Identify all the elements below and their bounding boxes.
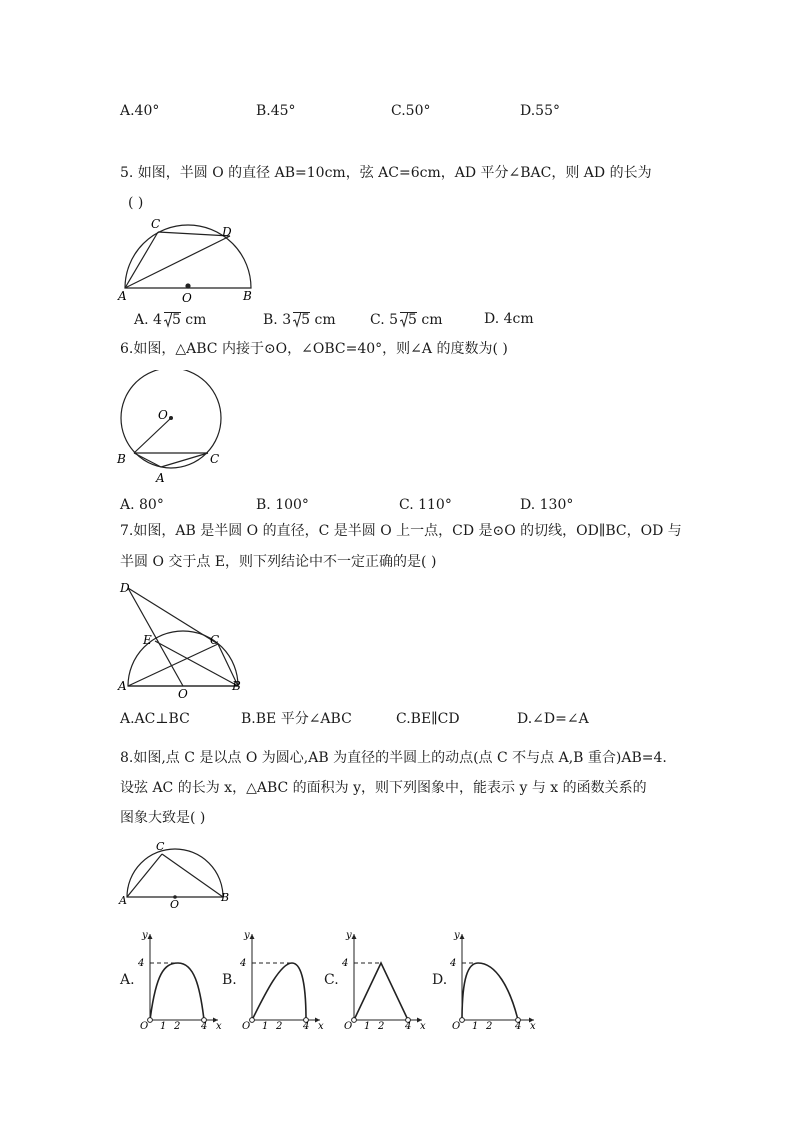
q8-graph-c [336, 926, 428, 1030]
q7-option-c: C.BE∥CD [396, 711, 460, 727]
q7-label-b: B [232, 679, 241, 693]
q6-label-c: C [210, 452, 220, 466]
svg-text:4: 4 [138, 958, 145, 969]
svg-text:O: O [140, 1021, 149, 1030]
svg-text:4: 4 [342, 958, 349, 969]
q6-label-b: B [117, 452, 126, 466]
q8-option-c-letter: C. [324, 972, 339, 988]
svg-text:1: 1 [364, 1021, 371, 1030]
q6-circle-figure [114, 370, 230, 486]
svg-text:1: 1 [472, 1021, 479, 1030]
q7-label-e: E [143, 633, 152, 647]
q7-label-o: O [178, 687, 188, 698]
q7-tangent-figure [114, 578, 250, 698]
q7-stem-line1: 7.如图，AB 是半圆 O 的直径，C 是半圆 O 上一点，CD 是⊙O 的切线，OD∥BC，OD 与 [120, 523, 682, 539]
svg-text:x: x [530, 1021, 536, 1030]
q7-label-a: A [118, 679, 127, 693]
svg-text:x: x [420, 1021, 426, 1030]
svg-text:2: 2 [486, 1021, 493, 1030]
q5-option-c: C. 5 5 cm [370, 312, 443, 328]
q8-graph-a [132, 926, 224, 1030]
q5-label-o: O [182, 291, 192, 304]
svg-text:x: x [216, 1021, 222, 1030]
q5-label-a: A [118, 289, 127, 303]
svg-text:y: y [142, 930, 148, 941]
q8-semicircle-figure [114, 838, 234, 910]
q6-option-d: D. 130° [520, 497, 574, 513]
q5-stem-line1: 5. 如图，半圆 O 的直径 AB=10cm，弦 AC=6cm，AD 平分∠BAC，则 AD 的长为 [120, 165, 652, 181]
q8-label-b: B [221, 891, 230, 904]
q4-option-a: A.40° [120, 103, 160, 119]
q5-stem-line2: ( ) [128, 195, 144, 211]
q8-label-a: A [119, 894, 127, 907]
svg-text:O: O [452, 1021, 461, 1030]
svg-text:1: 1 [160, 1021, 167, 1030]
q5-option-b: B. 3 5 cm [263, 312, 336, 328]
q8-label-c: C [156, 840, 165, 853]
svg-text:y: y [244, 930, 250, 941]
svg-text:4: 4 [515, 1021, 522, 1030]
svg-text:2: 2 [174, 1021, 181, 1030]
q5-option-a: A. 4 5 cm [134, 312, 207, 328]
q7-stem-line2: 半圆 O 交于点 E，则下列结论中不一定正确的是( ) [120, 554, 437, 570]
svg-text:2: 2 [378, 1021, 385, 1030]
q7-label-c: C [210, 633, 220, 647]
q8-option-d-letter: D. [432, 972, 448, 988]
svg-text:O: O [344, 1021, 353, 1030]
q7-label-d: D [120, 581, 130, 595]
svg-text:2: 2 [276, 1021, 283, 1030]
q8-stem-line3: 图象大致是( ) [120, 810, 206, 826]
q6-option-c: C. 110° [399, 497, 452, 513]
q4-option-c: C.50° [391, 103, 431, 119]
q4-option-d: D.55° [520, 103, 560, 119]
q8-option-b-letter: B. [222, 972, 237, 988]
q5-label-b: B [243, 289, 252, 303]
q8-graph-b [234, 926, 326, 1030]
q5-option-d: D. 4cm [484, 311, 534, 327]
q5-label-c: C [151, 217, 161, 231]
svg-text:y: y [454, 930, 460, 941]
q6-label-o: O [158, 408, 168, 422]
svg-text:4: 4 [201, 1021, 208, 1030]
svg-text:y: y [346, 930, 352, 941]
q6-option-a: A. 80° [120, 497, 164, 513]
q7-option-d: D.∠D=∠A [517, 711, 589, 727]
svg-text:4: 4 [240, 958, 247, 969]
q6-option-b: B. 100° [256, 497, 309, 513]
svg-text:1: 1 [262, 1021, 269, 1030]
q8-label-o: O [170, 898, 180, 910]
svg-text:4: 4 [405, 1021, 412, 1030]
q8-graph-d [444, 926, 540, 1030]
q8-stem-line2: 设弦 AC 的长为 x，△ABC 的面积为 y，则下列图象中，能表示 y 与 x 的函数关系的 [120, 780, 647, 796]
svg-text:O: O [242, 1021, 251, 1030]
q6-stem: 6.如图，△ABC 内接于⊙O，∠OBC=40°，则∠A 的度数为( ) [120, 341, 508, 357]
q7-option-b: B.BE 平分∠ABC [241, 711, 352, 727]
q5-label-d: D [222, 225, 232, 239]
q5-semicircle-figure [115, 212, 265, 304]
q7-option-a: A.AC⊥BC [120, 711, 190, 727]
svg-text:4: 4 [450, 958, 457, 969]
svg-text:x: x [318, 1021, 324, 1030]
q8-stem-line1: 8.如图,点 C 是以点 O 为圆心,AB 为直径的半圆上的动点(点 C 不与点 A,B 重合)AB=4. [120, 750, 667, 766]
svg-text:4: 4 [303, 1021, 310, 1030]
q6-label-a: A [156, 471, 165, 485]
q4-option-b: B.45° [256, 103, 296, 119]
q8-option-a-letter: A. [120, 972, 135, 988]
